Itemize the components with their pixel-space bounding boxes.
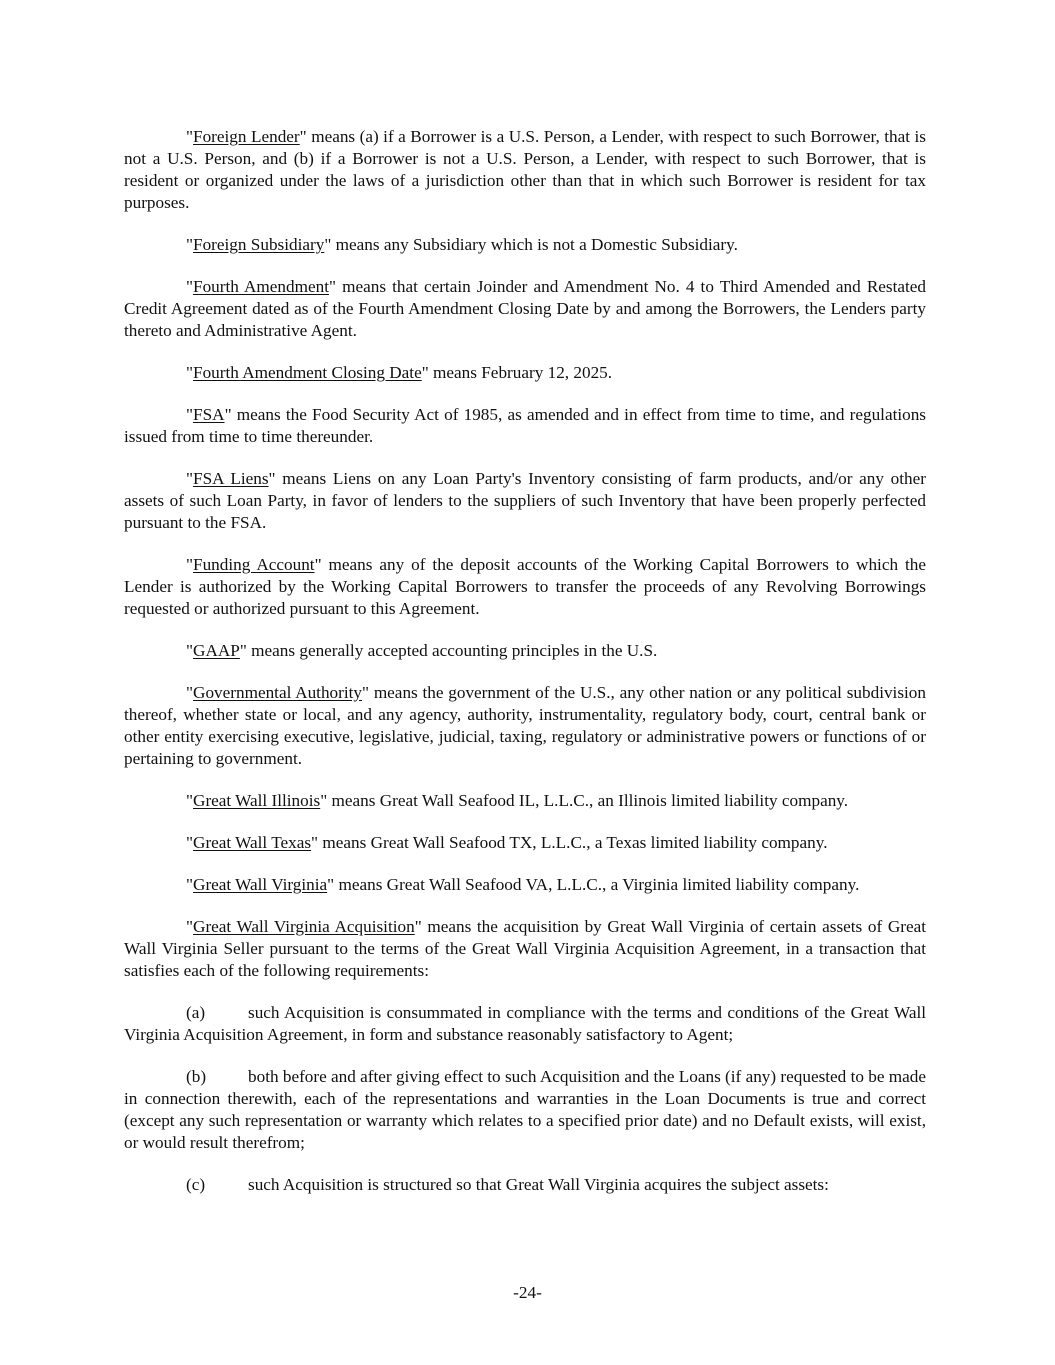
- document-body: [124, 126, 926, 1216]
- definition-great-wall-virginia: "Great Wall Virginia" means Great Wall Seafood VA, L.L.C., a Virginia limited liability company.: [186, 875, 860, 894]
- clause-text: such Acquisition is structured so that Great Wall Virginia acquires the subject assets:: [248, 1175, 829, 1194]
- defined-term: Great Wall Illinois: [193, 791, 321, 810]
- definition-text: means the acquisition by Great Wall Virginia of certain assets of Great Wall Virginia Seller pursuant to the terms of the Great Wall Virginia Acquisition Agreement, in a transaction that satisfies each of the following requirements:: [124, 917, 926, 980]
- defined-term: Fourth Amendment: [193, 277, 329, 296]
- definition-text: means Liens on any Loan Party's Inventory consisting of farm products, and/or any other assets of such Loan Party, in favor of lenders to the suppliers of such Inventory that have been properly perfected pursuant to the FSA.: [124, 469, 926, 532]
- defined-term: Great Wall Texas: [193, 833, 312, 852]
- definition-text: means the government of the U.S., any other nation or any political subdivision thereof, whether state or local, and any agency, authority, instrumentality, regulatory body, court, central bank or other entity exercising executive, legislative, judicial, taxing, regulatory or administrative powers or functions of or pertaining to government.: [124, 683, 926, 768]
- clause-b: [124, 1066, 926, 1154]
- clause-text: such Acquisition is consummated in compliance with the terms and conditions of the Great Wall Virginia Acquisition Agreement, in form and substance reasonably satisfactory to Agent;: [124, 1003, 926, 1044]
- defined-term: Funding Account: [193, 555, 315, 574]
- definition-funding-account: "Funding Account" means any of the deposit accounts of the Working Capital Borrowers to which the Lender is authorized by the Working Capital Borrowers to transfer the proceeds of any Revolving Borrowings requested or authorized pursuant to this Agreement.: [124, 555, 926, 618]
- defined-term: FSA Liens: [193, 469, 269, 488]
- definition-fourth-amendment-closing-date: "Fourth Amendment Closing Date" means February 12, 2025.: [186, 363, 613, 382]
- definition-fourth-amendment: "Fourth Amendment" means that certain Joinder and Amendment No. 4 to Third Amended and Restated Credit Agreement dated as of the Fourth Amendment Closing Date by and among the Borrowers, the Lenders party thereto and Administrative Agent.: [124, 277, 927, 340]
- definition-foreign-subsidiary: "Foreign Subsidiary" means any Subsidiary which is not a Domestic Subsidiary.: [186, 235, 738, 254]
- definition-great-wall-illinois: "Great Wall Illinois" means Great Wall Seafood IL, L.L.C., an Illinois limited liability company.: [186, 791, 849, 810]
- clause-text: both before and after giving effect to such Acquisition and the Loans (if any) requested to be made in connection therewith, each of the representations and warranties in the Loan Documents is true and correct (except any such representation or warranty which relates to a specified prior date) and no Default exists, will exist, or would result therefrom;: [124, 1067, 926, 1152]
- defined-term: Governmental Authority: [193, 683, 363, 702]
- defined-term: Great Wall Virginia Acquisition: [193, 917, 415, 936]
- definition-text: means that certain Joinder and Amendment No. 4 to Third Amended and Restated Credit Agreement dated as of the Fourth Amendment Closing Date by and among the Borrowers, the Lenders party thereto and Administrative Agent.: [124, 277, 927, 340]
- clause-c: [124, 1174, 926, 1196]
- clause-label: (b): [186, 1067, 207, 1086]
- definition-text: means the Food Security Act of 1985, as amended and in effect from time to time, and regulations issued from time to time thereunder.: [124, 405, 926, 446]
- definition-text: means February 12, 2025.: [428, 363, 613, 382]
- definition-text: means Great Wall Seafood VA, L.L.C., a Virginia limited liability company.: [334, 875, 860, 894]
- clause-label: (c): [186, 1175, 206, 1194]
- page-number: -24-: [513, 1283, 542, 1302]
- clause-a: [124, 1002, 926, 1046]
- definition-governmental-authority: "Governmental Authority" means the government of the U.S., any other nation or any political subdivision thereof, whether state or local, and any agency, authority, instrumentality, regulatory body, court, central bank or other entity exercising executive, legislative, judicial, taxing, regulatory or administrative powers or functions of or pertaining to government.: [124, 683, 926, 768]
- defined-term: FSA: [193, 405, 225, 424]
- definition-text: means any of the deposit accounts of the Working Capital Borrowers to which the Lender is authorized by the Working Capital Borrowers to transfer the proceeds of any Revolving Borrowings requested or authorized pursuant to this Agreement.: [124, 555, 926, 618]
- definition-text: means Great Wall Seafood TX, L.L.C., a Texas limited liability company.: [318, 833, 828, 852]
- definition-text: means any Subsidiary which is not a Domestic Subsidiary.: [331, 235, 738, 254]
- definition-text: means Great Wall Seafood IL, L.L.C., an Illinois limited liability company.: [327, 791, 849, 810]
- definition-great-wall-virginia-acquisition: "Great Wall Virginia Acquisition" means the acquisition by Great Wall Virginia of certain assets of Great Wall Virginia Seller pursuant to the terms of the Great Wall Virginia Acquisition Agreement, in a transaction that satisfies each of the following requirements:: [124, 917, 926, 980]
- definition-fsa: "FSA" means the Food Security Act of 1985, as amended and in effect from time to time, and regulations issued from time to time thereunder.: [124, 405, 926, 446]
- defined-term: Great Wall Virginia: [193, 875, 328, 894]
- defined-term: GAAP: [193, 641, 240, 660]
- definition-text: means (a) if a Borrower is a U.S. Person, a Lender, with respect to such Borrower, that is not a U.S. Person, and (b) if a Borrower is not a U.S. Person, a Lender, with respect to such Borrower, that is resident or organized under the laws of a jurisdiction other than that in which such Borrower is resident for tax purposes.: [124, 127, 926, 212]
- clause-label: (a): [186, 1003, 206, 1022]
- definition-great-wall-texas: "Great Wall Texas" means Great Wall Seafood TX, L.L.C., a Texas limited liability company.: [186, 833, 828, 852]
- definition-foreign-lender: "Foreign Lender" means (a) if a Borrower is a U.S. Person, a Lender, with respect to such Borrower, that is not a U.S. Person, and (b) if a Borrower is not a U.S. Person, a Lender, with respect to such Borrower, that is resident or organized under the laws of a jurisdiction other than that in which such Borrower is resident for tax purposes.: [124, 127, 926, 212]
- definition-fsa-liens: "FSA Liens" means Liens on any Loan Party's Inventory consisting of farm products, and/or any other assets of such Loan Party, in favor of lenders to the suppliers of such Inventory that have been properly perfected pursuant to the FSA.: [124, 469, 926, 532]
- defined-term: Fourth Amendment Closing Date: [193, 363, 422, 382]
- defined-term: Foreign Subsidiary: [193, 235, 325, 254]
- definition-text: means generally accepted accounting principles in the U.S.: [246, 641, 658, 660]
- definition-gaap: "GAAP" means generally accepted accounting principles in the U.S.: [186, 641, 658, 660]
- defined-term: Foreign Lender: [193, 127, 300, 146]
